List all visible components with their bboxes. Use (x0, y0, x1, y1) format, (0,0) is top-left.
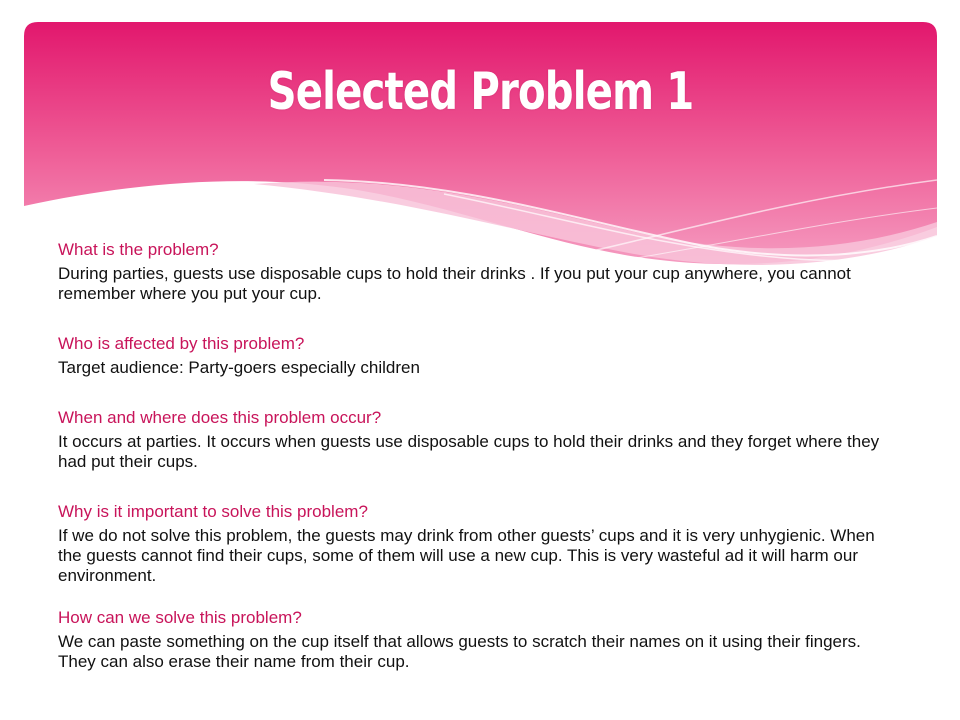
answer-text: We can paste something on the cup itself that allows guests to scratch their names on it using their fingers. They can also erase their name from their cup. (58, 632, 861, 671)
answer-text: During parties, guests use disposable cups to hold their drinks . If you put your cup anywhere, you cannot remember where you put your cup. (58, 264, 851, 303)
slide-title: Selected Problem 1 (267, 62, 694, 122)
question-heading: Why is it important to solve this problem? (58, 502, 368, 521)
wave-banner-graphic (24, 22, 937, 272)
section-what (58, 240, 898, 304)
question-heading: Who is affected by this problem? (58, 334, 305, 353)
section-why (58, 502, 898, 586)
section-how (58, 608, 898, 672)
title-banner (24, 22, 937, 272)
answer-text: If we do not solve this problem, the guests may drink from other guests’ cups and it is very unhygienic. When the guests cannot find their cups, some of them will use a new cup. This is very wasteful ad it will harm our environment. (58, 526, 875, 585)
answer-text: It occurs at parties. It occurs when guests use disposable cups to hold their drinks and they forget where they had put their cups. (58, 432, 880, 471)
question-heading: What is the problem? (58, 240, 219, 259)
answer-text: Target audience: Party-goers especially children (58, 358, 420, 377)
question-heading: How can we solve this problem? (58, 608, 302, 627)
question-heading: When and where does this problem occur? (58, 408, 382, 427)
section-when-where (58, 408, 898, 472)
content-body (58, 240, 898, 702)
section-who (58, 334, 898, 378)
